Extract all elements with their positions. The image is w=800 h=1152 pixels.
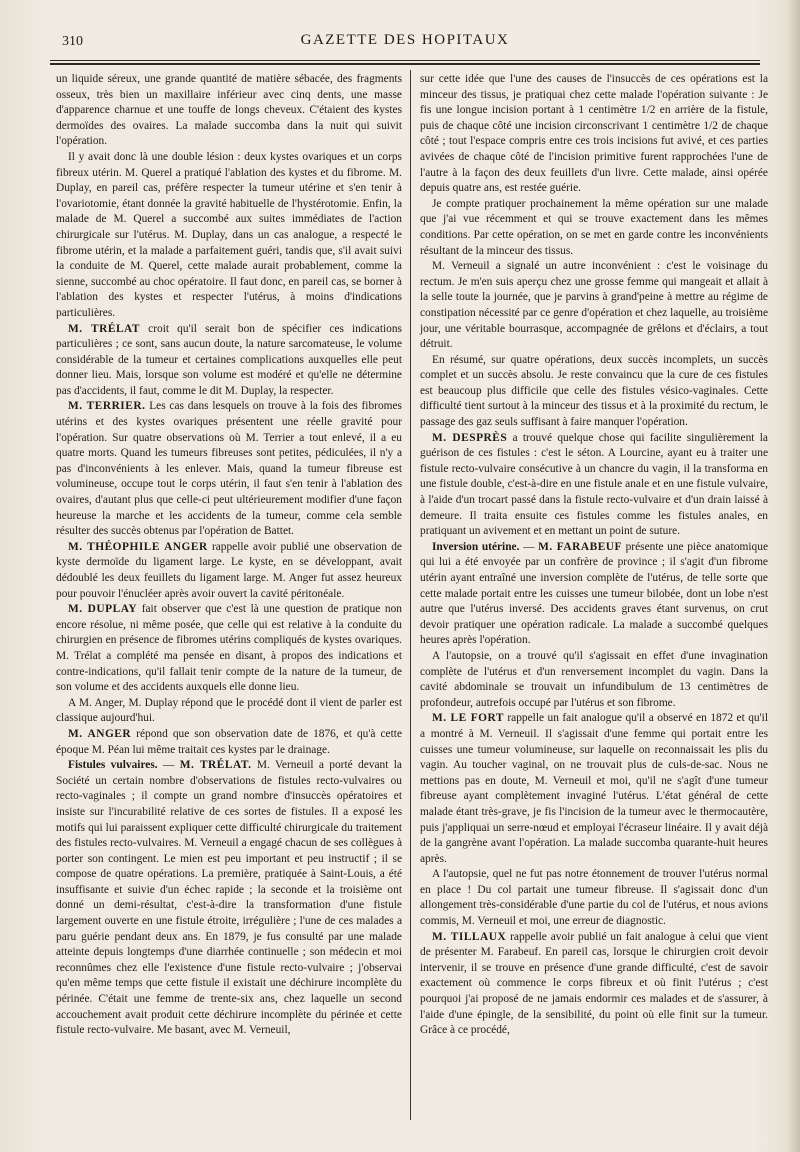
paragraph: [420, 930, 768, 1039]
right-column: [420, 72, 768, 1039]
column-divider: [410, 70, 411, 1120]
speaker-name: M. TRÉLAT.: [179, 759, 252, 772]
speaker-name: M. DESPRÈS: [432, 431, 508, 444]
paragraph: Je compte pratiquer prochainement la même opération sur une malade que j'ai vue récemment et qui se trouve exactement dans les mêmes conditions. Par cette opération, on se met en garde contre les inconvénients résultant de la minceur des tissus.: [420, 197, 768, 257]
paragraph-text: a trouvé quelque chose qui facilite singulièrement la guérison de ces fistules : c'est le séton. A Lourcine, ayant eu à traiter une fistule recto-vulvaire consécutive à un chancre du vagin, il la transforma en une fistule double, c'est-à-dire en une fistule anale et en une fistule vulvaire, à l'aide d'un trocart passé dans la fistule recto-vulvaire et d'un drain laissé à demeure. Il traita ensuite ces fistules comme les fistules anales, en pratiquant un avivement et en mettant un point de suture.: [420, 431, 768, 538]
header-rule: [50, 60, 760, 61]
speaker-name: M. TRÉLAT: [68, 322, 141, 335]
speaker-name: M. DUPLAY: [68, 603, 138, 616]
paragraph: [56, 602, 402, 696]
paragraph: [56, 322, 402, 400]
paragraph-text: croit qu'il serait bon de spécifier ces indications particulières ; ce sont, sans aucun doute, la nature sarcomateuse, le volume considérable de la tumeur et certaines complications auxquelles elle peut donner lieu. Mais, lorsque son volume est modéré et qu'elle ne détermine pas d'accidents, il faut, comme le dit M. Duplay, la respecter.: [56, 322, 402, 397]
speaker-name: M. TERRIER.: [68, 400, 146, 413]
paragraph: En résumé, sur quatre opérations, deux succès incomplets, un succès complet et un succès absolu. Je reste convaincu que la cure de ces fistules est beaucoup plus difficile que celle des fistules vésico-vaginales. Cette difficulté tient surtout à la minceur des tissus et à la proximité du rectum, le passage des gaz seuls suffisant à faire manquer l'opération.: [420, 353, 768, 429]
speaker-name: M. THÉOPHILE ANGER: [68, 540, 208, 553]
paragraph: A l'autopsie, quel ne fut pas notre étonnement de trouver l'utérus normal en place ! Du col partait une tumeur fibreuse. Il s'agissait donc d'un allongement très-considérable d'une partie du col de l'utérus, et nous avions commis, M. Verneuil et moi, une erreur de diagnostic.: [420, 868, 768, 928]
paragraph: sur cette idée que l'une des causes de l'insuccès de ces opérations est la minceur des tissus, je pratiquai chez cette malade l'opération suivante : Je fis une longue incision portant à 1 centimètre 1/2 en arrière de la fistule, puis de chaque côté une incision circonscrivant 1 centimètre 1/2 de chaque côté ; tout l'espace compris entre ces trois incisions fut avivé, et ces parties avivées de chaque côté de l'incision primitive furent rapprochées l'une de l'autre à la façon des deux feuillets d'un livre. Cette malade, ainsi opérée depuis quatre ans, est restée guérie.: [420, 73, 768, 195]
paragraph: M. Verneuil a signalé un autre inconvénient : c'est le voisinage du rectum. Je m'en suis aperçu chez une grosse femme qui mangeait et allait à la selle toute la journée, que je parvins à grand'peine à mettre au régime de constipation nécessité par ce genre d'opération et chez laquelle, au troisième jour, une véritable bourrasque, accompagnée de grêlons et d'éclairs, a tout détruit.: [420, 260, 768, 351]
speaker-name: M. ANGER: [68, 727, 132, 740]
paragraph-text: répond que son observation date de 1876, et qu'à cette époque M. Péan lui même traitait ces kystes par le drainage.: [56, 727, 403, 756]
paragraph: [420, 711, 768, 867]
speaker-name: M. TILLAUX: [432, 930, 507, 943]
speaker-name: M. FARABEUF: [538, 540, 622, 553]
section-heading: Fistules vulvaires.: [68, 759, 158, 772]
paragraph-text: fait observer que c'est là une question de pratique non encore résolue, ni même posée, que celle qui est relative à la conduite du chirurgien en présence de fibromes utérins compliqués de kystes ovariques. M. Trélat a complété ma pensée en disant, à propos des indications et contre-indications, qu'il fallait tenir compte de la nature de la tumeur, de son volume et des accidents auxquels elle donne lieu.: [56, 603, 402, 694]
paragraph: [56, 540, 402, 602]
dash: —: [519, 540, 539, 553]
paragraph-text: présente une pièce anatomique qui lui a été envoyée par un confrère de province ; il s'agit d'un fibrome utérin ayant entraîné une inversion complète de l'utérus, de telle sorte que cette malade portait entre les cuisses une tumeur bilobée, dont un lobe n'est autre que l'utérus inversé. Des accidents graves étant survenus, on crut devoir pratiquer une opération radicale. La malade a succombé quelques heures après l'opération.: [420, 540, 768, 647]
paragraph-text: Les cas dans lesquels on trouve à la fois des fibromes utérins et des kystes ovariques présentent une réelle gravité pour l'opération. Sur quatre observations où M. Terrier a tout enlevé, il a eu quatre morts. Quand les tumeurs fibreuses sont petites, pédiculées, il n'y a pas d'inconvénients à les enlever. Mais, quand la tumeur fibreuse est volumineuse, occupe tout le corps utérin, il faut s'en tenir à l'ablation des ovaires, d'autant plus que celle-ci peut ultérieurement modifier d'une façon heureuse la marche et les accidents de la tumeur, comme cela semble résulter des succès obtenus par l'opération de Battet.: [56, 400, 402, 538]
paragraph: [56, 727, 402, 758]
paragraph: [420, 540, 768, 649]
paragraph-text: rappelle avoir publié une observation de kyste dermoïde du ligament large. Le kyste, en se développant, avait dédoublé les deux feuillets du ligament large. M. Anger fut assez heureux pour pouvoir l'énucléer après avoir ouvert la cavité péritonéale.: [56, 540, 402, 600]
paragraph: A l'autopsie, on a trouvé qu'il s'agissait en effet d'une invagination complète de l'utérus et d'un renversement incomplet du vagin. Dans la cavité abdominale se trouvait un infundibulum de 13 centimètres de profondeur, autrefois occupé par l'utérus et son fibrome.: [420, 649, 768, 709]
paragraph: [56, 399, 402, 539]
paragraph-text: rappelle avoir publié un fait analogue à celui que vient de présenter M. Farabeuf. En pareil cas, lorsque le chirurgien croit devoir intervenir, il se trouve en présence d'une grande difficulté, c'est de savoir exactement où commence le corps fibreux et où finit l'utérus ; c'est pourquoi j'ai proposé de ne jamais endormir ces malades et de s'assurer, à l'aide d'une épingle, de la sensibilité, du point où elle finit sur la tumeur. Grâce à ce procédé,: [420, 930, 768, 1037]
paragraph-text: M. Verneuil a porté devant la Société un certain nombre d'observations de fistules recto-vulvaires ou recto-vaginales ; il compte un grand nombre d'insuccès opératoires et insiste sur l'incurabilité relative de ces sortes de fistules. Il a exposé les motifs qui lui paraissent expliquer cette difficulté chirurgicale du traitement des fistules recto-vulvaires. M. Verneuil a engagé chacun de ses collègues à porter son contingent. Le mien est peu important et peu instructif ; il se compose de quatre opérations. La première, pratiquée à Saint-Louis, a été insuffisante et suivie d'un échec rapide ; la seconde et la troisième ont donné un demi-résultat, c'est-à-dire la transformation d'une fistule largement ouverte en une fistule étroite, irrégulière ; l'une de ces malades a paru guérie pendant deux ans. En 1879, je fus consulté par une malade atteinte depuis longtemps d'une diarrhée continuelle ; son médecin et moi reconnûmes chez elle l'existence d'une fistule recto-vulvaire ; j'observai qu'en même temps que cette fistule il existait une déchirure incomplète du périnée. C'était une femme de trente-six ans, chez laquelle un second accouchement avait produit cette déchirure incomplète du périnée et cette fistule recto-vulvaire. Me basant, avec M. Verneuil,: [56, 759, 402, 1037]
paragraph: A M. Anger, M. Duplay répond que le procédé dont il vient de parler est classique aujourd'hui.: [56, 696, 402, 725]
journal-title: GAZETTE DES HOPITAUX: [300, 32, 510, 48]
left-column: [56, 72, 402, 1039]
page-number: 310: [62, 34, 83, 49]
paragraph: [56, 758, 402, 1039]
speaker-name: M. LE FORT: [432, 712, 504, 725]
paragraph-text: rappelle un fait analogue qu'il a observé en 1872 et qu'il a montré à M. Verneuil. Il s'agissait d'une femme qui portait entre les cuisses une tumeur volumineuse, sur laquelle on reconnaissait les plis du vagin. Au toucher vaginal, on ne trouvait plus de culs-de-sac. Nous ne mettions pas en doute, M. Verneuil et moi, qu'il ne s'agît d'une tumeur fibreuse ayant complètement invaginé l'utérus. L'état général de cette malade étant très-grave, je fis l'incision de la tumeur avec le thermocautère, puis j'appliquai un serre-nœud et employai l'écraseur linéaire. Il y avait déjà de la gangrène avant l'opération. La malade succomba quarante-huit heures après.: [420, 712, 768, 865]
paragraph: un liquide séreux, une grande quantité de matière sébacée, des fragments osseux, très bien un maxillaire inférieur avec cinq dents, une masse d'apparence charnue et une touffe de longs cheveux. C'étaient des kystes dermoïdes des ovaires. La malade succomba dans la nuit qui suivit l'opération.: [56, 73, 402, 148]
page-edge-shadow: [786, 0, 800, 1152]
paragraph: Il y avait donc là une double lésion : deux kystes ovariques et un corps fibreux utérin. M. Querel a pratiqué l'ablation des kystes et du fibrome. M. Duplay, en pareil cas, préfère respecter la tumeur utérine et s'en tenir à l'ovariotomie, étant donnée la gravité habituelle de l'hystérotomie. Enfin, la malade de M. Querel a succombé aux suites immédiates de l'action chirurgicale sur l'utérus. M. Duplay, dans un cas analogue, a respecté le fibrome utérin, et la malade a parfaitement guéri, tandis que, s'il avait suivi la conduite de M. Querel, cette malade aurait probablement, comme la sienne, succombé au choc opératoire. Il faut donc, en pareil cas, se borner à l'ablation des kystes et respecter l'utérus, à moins d'indications particulières.: [56, 150, 402, 319]
dash: —: [157, 759, 180, 772]
header-rule-double: [50, 63, 760, 65]
section-heading: Inversion utérine.: [432, 540, 520, 553]
paragraph: [420, 431, 768, 540]
page-header: [50, 32, 760, 58]
